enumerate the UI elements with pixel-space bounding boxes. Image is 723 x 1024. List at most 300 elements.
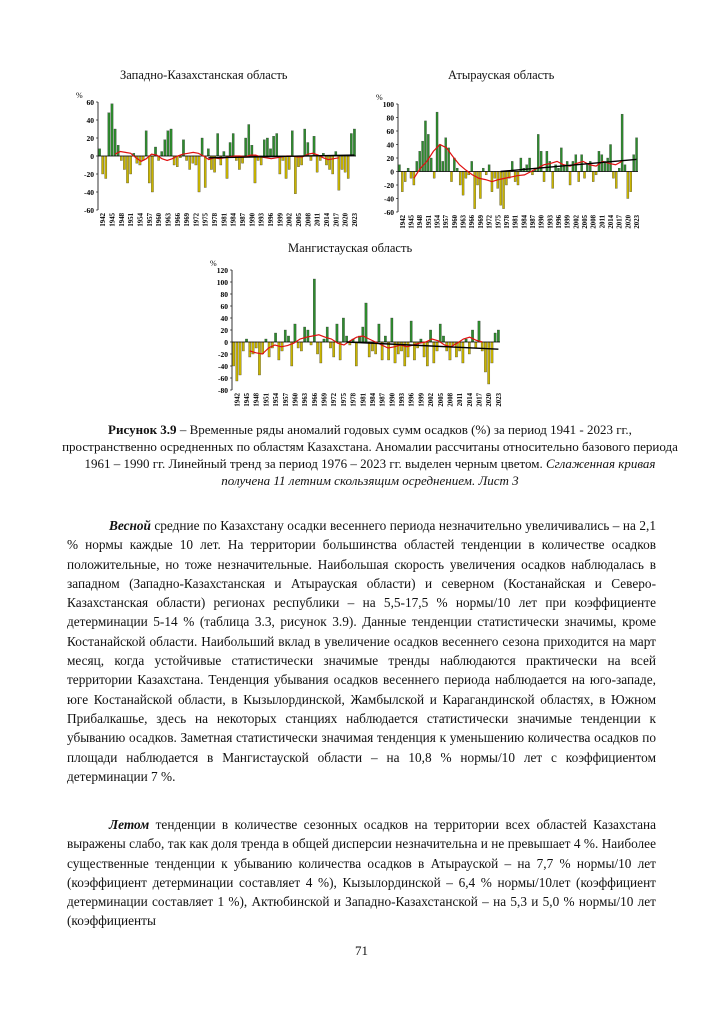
bar: [226, 156, 228, 179]
x-tick-label: 1999: [277, 213, 285, 227]
x-tick-label: 1960: [451, 215, 459, 229]
x-tick-label: 1966: [469, 215, 477, 229]
bar: [586, 165, 588, 172]
x-tick-label: 1942: [399, 215, 407, 229]
bar: [410, 172, 412, 179]
bar: [552, 172, 554, 189]
bar: [258, 342, 260, 375]
bar: [555, 165, 557, 172]
x-tick-label: 1990: [389, 393, 397, 407]
y-axis-label: %: [376, 93, 383, 102]
x-tick-label: 1996: [408, 393, 416, 407]
bar: [316, 342, 318, 354]
bar: [170, 129, 172, 156]
bar: [436, 112, 438, 171]
bar: [365, 303, 367, 342]
bar: [111, 104, 113, 156]
bar: [304, 129, 306, 156]
y-tick-label: 80: [220, 290, 228, 299]
bar: [285, 156, 287, 179]
y-tick-label: 120: [216, 266, 228, 275]
x-tick-label: 1963: [165, 213, 173, 227]
chart-title-mangistau: Мангистауская область: [288, 241, 413, 255]
bar: [474, 172, 476, 209]
bar: [291, 342, 293, 366]
figure-caption: [60, 421, 680, 489]
x-tick-label: 2020: [625, 215, 633, 229]
x-tick-label: 1987: [240, 213, 248, 227]
bar: [578, 172, 580, 182]
bar: [618, 168, 620, 171]
bar: [323, 339, 325, 342]
y-axis-label: %: [76, 91, 83, 100]
bar: [274, 333, 276, 342]
bar: [201, 138, 203, 156]
bar: [442, 336, 444, 342]
bar: [207, 149, 209, 156]
bar: [624, 165, 626, 172]
bar: [263, 140, 265, 156]
bar: [581, 155, 583, 172]
bar: [368, 342, 370, 357]
bar: [636, 138, 638, 172]
bar: [353, 129, 355, 156]
bar: [416, 161, 418, 171]
x-tick-label: 1957: [443, 215, 451, 229]
x-tick-label: 2011: [314, 213, 322, 227]
bar: [413, 172, 415, 186]
x-tick-label: 1951: [128, 213, 136, 227]
bar: [342, 318, 344, 342]
bar: [198, 156, 200, 192]
bar: [459, 172, 461, 186]
y-tick-label: 20: [220, 326, 228, 335]
bar: [114, 129, 116, 156]
y-tick-label: -40: [384, 194, 394, 204]
x-tick-label: 2014: [608, 215, 616, 229]
bar: [297, 342, 299, 348]
y-tick-label: -20: [84, 170, 94, 179]
x-tick-label: 1990: [538, 215, 546, 229]
x-tick-label: 1963: [460, 215, 468, 229]
bar: [394, 342, 396, 363]
bar: [531, 172, 533, 175]
caption-italic: Сглаженная кривая получена 11 летним скользящим осреднением. Лист 3: [221, 456, 656, 488]
bar: [494, 172, 496, 179]
bar: [384, 336, 386, 342]
x-tick-label: 2023: [351, 213, 359, 227]
bar: [294, 324, 296, 342]
bar: [232, 342, 234, 366]
x-tick-label: 1990: [249, 213, 257, 227]
bar: [427, 134, 429, 171]
bar: [569, 172, 571, 186]
bar: [245, 339, 247, 342]
bar: [328, 156, 330, 170]
x-tick-label: 2002: [428, 393, 436, 407]
x-tick-label: 2002: [573, 215, 581, 229]
x-tick-label: 1993: [547, 215, 555, 229]
bar: [362, 327, 364, 342]
bar: [566, 161, 568, 171]
bar: [266, 138, 268, 156]
bar: [404, 172, 406, 182]
x-tick-label: 1984: [521, 215, 529, 229]
y-tick-label: -40: [84, 188, 94, 197]
x-tick-label: 1981: [360, 393, 368, 407]
bar: [242, 342, 244, 351]
bar: [167, 131, 169, 156]
bar: [329, 342, 331, 348]
bar: [500, 172, 502, 206]
bar: [269, 149, 271, 156]
x-tick-label: 1942: [100, 213, 108, 227]
paragraph-summer: [67, 815, 656, 931]
bar: [345, 336, 347, 342]
bar: [433, 342, 435, 363]
bar: [445, 138, 447, 172]
y-tick-label: 0: [390, 167, 394, 177]
bar: [307, 330, 309, 342]
x-tick-label: 1996: [268, 213, 276, 227]
y-tick-label: 0: [90, 152, 94, 161]
bar: [488, 165, 490, 172]
y-tick-label: -20: [218, 350, 228, 359]
page-number: 71: [355, 943, 368, 958]
bar: [303, 327, 305, 342]
bar: [420, 339, 422, 342]
bar: [450, 172, 452, 182]
bar: [494, 333, 496, 342]
bar: [475, 342, 477, 348]
x-tick-label: 1984: [369, 393, 377, 407]
bar: [326, 327, 328, 342]
bar: [482, 168, 484, 171]
bar: [456, 168, 458, 171]
x-tick-label: 1978: [503, 215, 511, 229]
bar: [320, 342, 322, 363]
bar: [400, 342, 402, 351]
summer-text: тенденции в количестве сезонных осадков на территории всех областей Казахстана выражены слабо, так как доля тренда в общей дисперсии незначительна и не превышает 4 %. Наиболее существенные тенденции к убыванию количества осадков в Атырауской – на 7,7 % нормы/10 лет (коэффициент детерминации составляет 4 %), Кызылординской – 6,4 % нормы/10лет (коэффициент детерминации составляет 1 %), Актюбинской и Западно-Казахстанской – на 5,3 и 5,0 % нормы/10 лет (коэффициенты: [67, 817, 656, 929]
x-tick-label: 1969: [321, 393, 329, 407]
bar: [217, 134, 219, 157]
chart-title-west-kazakhstan: Западно-Казахстанская область: [120, 68, 288, 82]
bar: [255, 342, 257, 348]
bar: [102, 156, 104, 174]
bar: [485, 172, 487, 175]
bar: [148, 156, 150, 183]
bar: [503, 172, 505, 209]
bar: [407, 168, 409, 171]
bar: [484, 342, 486, 372]
chart-mangistau: [200, 258, 510, 420]
bar: [229, 143, 231, 157]
x-tick-label: 1999: [564, 215, 572, 229]
x-tick-label: 2011: [457, 393, 465, 407]
y-tick-label: -60: [384, 208, 394, 217]
bar: [278, 342, 280, 360]
x-tick-label: 1945: [244, 393, 252, 407]
bar: [479, 172, 481, 199]
x-tick-label: 2011: [599, 215, 607, 229]
bar: [192, 156, 194, 163]
bar: [249, 342, 251, 357]
bar: [439, 324, 441, 342]
y-tick-label: 40: [220, 314, 228, 323]
bar: [465, 339, 467, 342]
bar: [543, 172, 545, 182]
bar: [433, 172, 435, 179]
bar: [254, 156, 256, 183]
x-tick-label: 2008: [305, 213, 313, 227]
bar: [176, 156, 178, 167]
y-tick-label: 60: [220, 302, 228, 311]
bar: [378, 324, 380, 342]
y-tick-label: 0: [224, 338, 228, 347]
bar: [526, 165, 528, 172]
caption-text: – Временные ряды аномалий годовых сумм осадков (%) за период 1941 - 2023 гг., пространственно осредненных по областям Казахстана. Аномалии рассчитаны относительно базового периода 1961 – 1990 гг. Линейный тренд за период 1976 – 2023 гг. выделен черным цветом.: [62, 422, 678, 471]
x-tick-label: 1948: [417, 215, 425, 229]
y-tick-label: 100: [216, 278, 228, 287]
bar: [251, 145, 253, 156]
bar: [189, 156, 191, 170]
x-tick-label: 1951: [263, 393, 271, 407]
x-tick-label: 1957: [282, 393, 290, 407]
x-tick-label: 1945: [408, 215, 416, 229]
bar: [583, 172, 585, 179]
x-tick-label: 2020: [342, 213, 350, 227]
bar: [546, 151, 548, 171]
x-tick-label: 1957: [146, 213, 154, 227]
bar: [609, 145, 611, 172]
bar: [204, 156, 206, 188]
bar: [572, 161, 574, 171]
bar: [105, 156, 107, 179]
bar: [273, 136, 275, 156]
bar: [279, 156, 281, 174]
bar: [462, 172, 464, 196]
bar: [598, 151, 600, 171]
x-tick-label: 1987: [529, 215, 537, 229]
bar: [595, 172, 597, 175]
bar: [310, 342, 312, 345]
bar: [300, 342, 302, 351]
x-tick-label: 1960: [292, 393, 300, 407]
y-tick-label: 40: [86, 116, 94, 125]
x-tick-label: 1975: [340, 393, 348, 407]
x-tick-label: 1960: [156, 213, 164, 227]
bar: [223, 152, 225, 157]
x-tick-label: 2002: [286, 213, 294, 227]
bar: [336, 324, 338, 342]
bar: [430, 158, 432, 172]
x-tick-label: 2014: [466, 393, 474, 407]
bar: [245, 138, 247, 156]
bar: [316, 156, 318, 172]
bar: [355, 342, 357, 366]
x-tick-label: 2008: [447, 393, 455, 407]
bar: [130, 156, 132, 174]
bar: [232, 134, 234, 157]
x-tick-label: 1948: [118, 213, 126, 227]
x-tick-label: 1972: [193, 213, 201, 227]
bar: [458, 342, 460, 351]
bar: [442, 161, 444, 171]
y-tick-label: -40: [218, 362, 228, 371]
bar: [423, 342, 425, 357]
y-tick-label: 80: [386, 113, 394, 123]
x-tick-label: 2005: [582, 215, 590, 229]
x-tick-label: 1945: [109, 213, 117, 227]
bar: [537, 134, 539, 171]
bar: [462, 342, 464, 363]
bar: [310, 156, 312, 161]
bar: [612, 172, 614, 179]
y-tick-label: 20: [86, 134, 94, 143]
chart-west-kazakhstan: [70, 88, 360, 248]
bar: [185, 156, 187, 161]
bar: [248, 125, 250, 157]
y-tick-label: 60: [86, 98, 94, 107]
bar: [478, 321, 480, 342]
y-tick-label: -80: [218, 386, 228, 395]
x-tick-label: 2008: [590, 215, 598, 229]
bar: [284, 330, 286, 342]
chart-atyrau: [376, 88, 646, 248]
bar: [161, 152, 163, 157]
x-tick-label: 2005: [295, 213, 303, 227]
bar: [633, 155, 635, 172]
bar: [471, 330, 473, 342]
bar: [108, 113, 110, 156]
bar: [117, 145, 119, 156]
x-tick-label: 1975: [202, 213, 210, 227]
bar: [449, 342, 451, 360]
bar: [630, 172, 632, 192]
x-tick-label: 1954: [273, 393, 281, 407]
bar: [398, 165, 400, 172]
x-tick-label: 2005: [437, 393, 445, 407]
y-tick-label: -20: [384, 181, 394, 190]
x-tick-label: 1942: [234, 393, 242, 407]
bar: [276, 134, 278, 157]
bar: [164, 140, 166, 156]
y-tick-label: 20: [386, 154, 394, 163]
summer-lead: Летом: [109, 817, 150, 832]
x-tick-label: 2023: [634, 215, 642, 229]
bar: [123, 156, 125, 170]
bar: [236, 342, 238, 381]
x-tick-label: 1975: [495, 215, 503, 229]
y-tick-label: 100: [382, 100, 394, 109]
x-tick-label: 1966: [311, 393, 319, 407]
bar: [607, 158, 609, 172]
chart-title-atyrau: Атырауская область: [448, 68, 555, 82]
bar: [592, 172, 594, 182]
paragraph-spring: [67, 516, 656, 786]
x-tick-label: 1978: [350, 393, 358, 407]
bar: [238, 156, 240, 170]
x-tick-label: 1993: [258, 213, 266, 227]
y-axis-label: %: [210, 259, 217, 268]
x-tick-label: 1981: [512, 215, 520, 229]
x-tick-label: 1987: [379, 393, 387, 407]
bar: [98, 149, 100, 156]
bar: [347, 156, 349, 179]
bar: [151, 156, 153, 192]
bar: [401, 172, 403, 192]
x-tick-label: 1981: [221, 213, 229, 227]
bar: [120, 156, 122, 161]
bar: [497, 330, 499, 342]
bar: [491, 342, 493, 363]
bar: [481, 342, 483, 351]
spring-text: средние по Казахстану осадки весеннего периода незначительно увеличивались – на 2,1 % нормы каждые 10 лет. На территории большинства областей тенденции в количестве осадков положительные, но тоже незначительные. Наибольшая скорость увеличения осадков наблюдалась в западном (Западно-Казахстанская и Атырауская области) и северном (Костанайская и Северо-Казахстанская области) регионах республики – на 5,5-17,5 % нормы/10 лет при коэффициенте детерминации 5-14 % (таблица 3.3, рисунок 3.9). Данные тенденции статистически значимы, кроме Костанайской области. Наибольший вклад в увеличение осадков весеннего сезона приходится на март месяц, когда устойчивые статистически значимые тренды наблюдаются практически на всей территории Казахстана. Тенденция убывания осадков весеннего периода наблюдается на юго-западе, юге Костанайской области, в Кызылординской, Жамбылской и Карагандинской областях, в Южном Прибалкашье, здесь на некоторых станциях наблюдается статистически значимые тенденции к убыванию осадков. Заметная статистически значимая тенденция к уменьшению количества осадков по площади наблюдается в Мангистауской области – на 10,8 % нормы/10 лет с коэффициентом детерминации 7 %.: [67, 518, 656, 784]
x-tick-label: 1984: [230, 213, 238, 227]
x-tick-label: 1954: [137, 213, 145, 227]
bar: [333, 342, 335, 357]
y-tick-label: 60: [386, 127, 394, 136]
bar: [465, 172, 467, 179]
x-tick-label: 1948: [253, 393, 261, 407]
x-tick-label: 1966: [174, 213, 182, 227]
bar: [621, 114, 623, 171]
x-tick-label: 1996: [555, 215, 563, 229]
y-tick-label: 40: [386, 140, 394, 150]
x-tick-label: 1969: [184, 213, 192, 227]
x-tick-label: 2017: [333, 213, 341, 227]
bar: [391, 318, 393, 342]
bar: [195, 156, 197, 165]
bar: [297, 156, 299, 167]
x-tick-label: 2017: [616, 215, 624, 229]
x-tick-label: 1963: [302, 393, 310, 407]
bar: [557, 168, 559, 171]
bar: [294, 156, 296, 194]
x-tick-label: 1972: [486, 215, 494, 229]
x-tick-label: 2017: [476, 393, 484, 407]
bar: [560, 148, 562, 172]
caption-label: Рисунок 3.9: [108, 422, 177, 437]
bar: [517, 172, 519, 186]
x-tick-label: 1978: [212, 213, 220, 227]
bar: [287, 336, 289, 342]
x-tick-label: 1969: [477, 215, 485, 229]
bar: [341, 156, 343, 170]
x-tick-label: 2014: [323, 213, 331, 227]
bar: [126, 156, 128, 183]
bar: [291, 131, 293, 156]
spring-lead: Весной: [109, 518, 151, 533]
bar: [439, 145, 441, 172]
bar: [325, 156, 327, 165]
bar: [265, 339, 267, 342]
bar: [627, 172, 629, 199]
x-tick-label: 1993: [399, 393, 407, 407]
y-tick-label: -60: [84, 206, 94, 215]
x-tick-label: 1951: [425, 215, 433, 229]
x-tick-label: 1972: [331, 393, 339, 407]
x-tick-label: 1954: [434, 215, 442, 229]
bar: [344, 156, 346, 172]
bar: [313, 279, 315, 342]
bar: [338, 156, 340, 190]
bar: [615, 172, 617, 189]
x-tick-label: 2023: [495, 393, 503, 407]
bar: [410, 321, 412, 342]
bar: [471, 161, 473, 171]
bar: [268, 342, 270, 357]
